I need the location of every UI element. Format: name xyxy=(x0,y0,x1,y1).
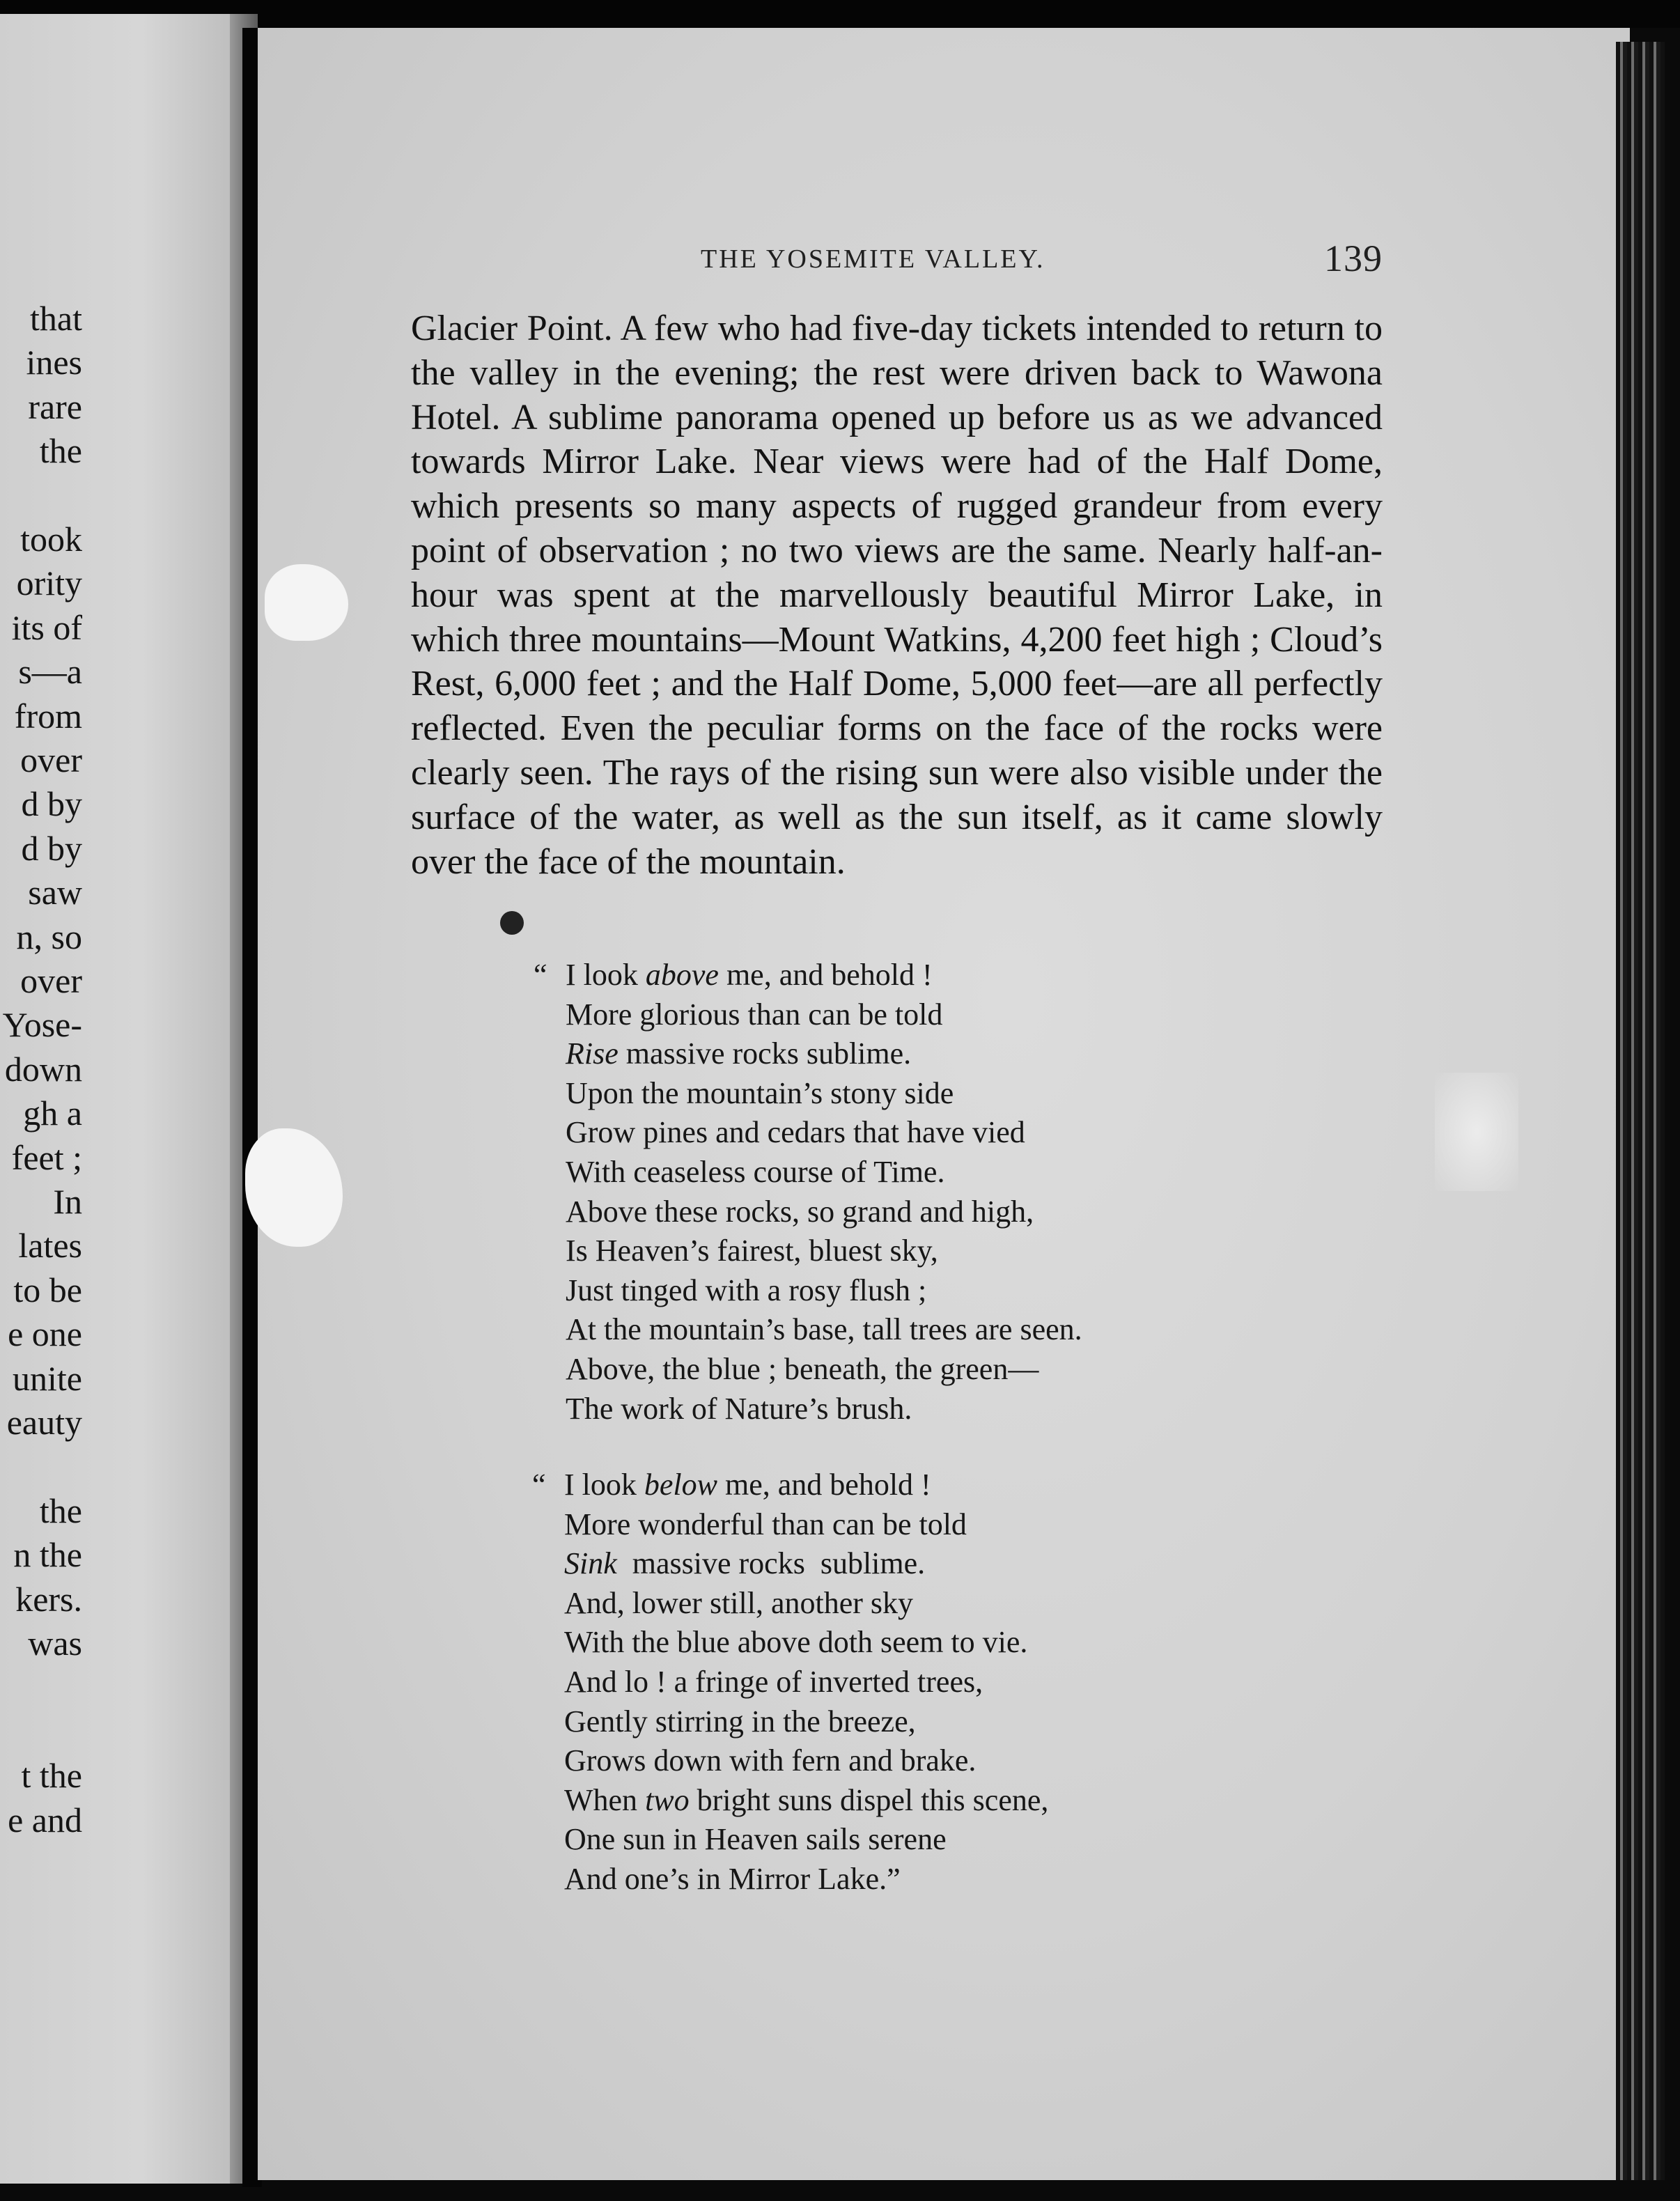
left-page-line: eauty xyxy=(6,1403,82,1442)
poem-text: me, and behold ! xyxy=(717,1468,931,1502)
poem-emphasis: Sink xyxy=(564,1546,617,1581)
poem-text: massive rocks sublime. xyxy=(616,1546,926,1581)
poem-line xyxy=(534,956,1082,995)
poem-line: With the blue above doth seem to vie. xyxy=(564,1625,1028,1660)
poem-line: Grow pines and cedars that have vied xyxy=(566,1115,1025,1150)
poem-text: bright suns dispel this scene, xyxy=(689,1782,1049,1817)
left-page-line: the xyxy=(39,431,82,471)
poem-line: Gently stirring in the breeze, xyxy=(564,1704,916,1739)
left-facing-page xyxy=(0,14,237,2184)
left-page-line: d by xyxy=(21,828,82,868)
left-page-line: over xyxy=(20,961,82,1000)
poem-line: The work of Nature’s brush. xyxy=(566,1391,912,1426)
left-page-line: from xyxy=(14,696,82,736)
poem-line: At the mountain’s base, tall trees are seen. xyxy=(566,1312,1082,1347)
left-page-line: unite xyxy=(13,1358,82,1398)
poem-line xyxy=(564,1544,1048,1584)
poem-line: With ceaseless course of Time. xyxy=(566,1154,945,1189)
ink-spot xyxy=(500,911,524,935)
poem-line: Above these rocks, so grand and high, xyxy=(566,1194,1034,1229)
left-page-line: e and xyxy=(8,1800,82,1840)
poem-line: More glorious than can be told xyxy=(566,997,943,1032)
left-page-line: over xyxy=(20,740,82,779)
left-page-line: that xyxy=(30,299,82,338)
left-page-line: to be xyxy=(13,1270,82,1309)
poem-line: Just tinged with a rosy flush ; xyxy=(566,1273,927,1307)
page-edge-stack xyxy=(1616,42,1665,2180)
left-page-line: s—a xyxy=(18,652,82,692)
left-page-line: saw xyxy=(28,873,82,912)
poem-emphasis: Rise xyxy=(566,1036,619,1071)
poem-line: Is Heaven’s fairest, bluest sky, xyxy=(566,1234,938,1268)
left-page-line: n the xyxy=(13,1535,82,1575)
left-page-line: down xyxy=(4,1049,82,1089)
poem-text: I look xyxy=(564,1468,644,1502)
left-page-line: d by xyxy=(21,784,82,824)
poem-line: Upon the mountain’s stony side xyxy=(566,1075,954,1110)
poem-line: Above, the blue ; beneath, the green— xyxy=(566,1351,1039,1386)
poem-line: And lo ! a fringe of inverted trees, xyxy=(564,1664,983,1699)
open-quote: “ xyxy=(532,1468,546,1502)
poem-line xyxy=(564,1781,1048,1821)
poem-line: And, lower still, another sky xyxy=(564,1585,914,1620)
paper-blot xyxy=(265,564,348,641)
poem-line xyxy=(532,1465,1048,1505)
poem-text: me, and behold ! xyxy=(718,958,933,992)
scan-glare xyxy=(1435,1073,1518,1191)
poem-emphasis: below xyxy=(644,1468,717,1502)
open-quote: “ xyxy=(534,958,547,992)
left-page-line: t the xyxy=(21,1756,82,1796)
left-page-line: lates xyxy=(18,1226,82,1266)
poem-line: More wonderful than can be told xyxy=(564,1507,967,1541)
left-page-line: feet ; xyxy=(11,1137,82,1177)
poem-line: Grows down with fern and brake. xyxy=(564,1743,977,1778)
left-page-line: took xyxy=(20,520,82,559)
left-page-line: its of xyxy=(11,607,82,647)
left-page-line: In xyxy=(53,1182,82,1221)
left-page-line: ines xyxy=(26,343,82,382)
left-page-line: was xyxy=(28,1624,82,1663)
left-page-line: ority xyxy=(16,563,82,603)
poem-line: And one’s in Mirror Lake.” xyxy=(564,1861,901,1896)
left-page-line: n, so xyxy=(16,917,82,956)
poem-text: When xyxy=(564,1782,646,1817)
poem-stanza-1 xyxy=(534,956,1082,1429)
left-page-line: kers. xyxy=(15,1579,82,1619)
left-page-line: e one xyxy=(8,1314,82,1354)
left-page-line: the xyxy=(39,1491,82,1530)
poem-text: massive rocks sublime. xyxy=(618,1036,912,1071)
poem-emphasis: above xyxy=(645,958,719,992)
left-page-line: gh a xyxy=(23,1094,82,1133)
poem-stanza-2 xyxy=(532,1465,1049,1899)
poem-text: I look xyxy=(566,958,646,992)
poem-emphasis: two xyxy=(645,1782,690,1817)
page-number: 139 xyxy=(1324,238,1383,279)
running-head-title: THE YOSEMITE VALLEY. xyxy=(701,244,1045,274)
body-paragraph: Glacier Point. A few who had five-day tickets intended to return to the valley in the evening; the rest were driven back to Wawona Hotel. A sublime panorama opened up before us as we advanced towards Mirror Lake. Near views were had of the Half Dome, which presents so many aspects of rugged grandeur from every point of observation ; no two views are the same. Nearly half-an-hour was spent at the marvellously beautiful Mirror Lake, in which three mountains—Mount Watkins, 4,200 feet high ; Cloud’s Rest, 6,000 feet ; and the Half Dome, 5,000 feet—are all perfectly reflected. Even the peculiar forms on the face of the rocks were clearly seen. The rays of the rising sun were also visible under the surface of the water, as well as the sun itself, as it came slowly over the face of the mountain. xyxy=(411,309,1383,882)
poem-line xyxy=(566,1034,1082,1074)
left-page-line: rare xyxy=(28,387,82,426)
poem-line: One sun in Heaven sails serene xyxy=(564,1822,947,1857)
left-page-line: Yose- xyxy=(2,1005,82,1045)
